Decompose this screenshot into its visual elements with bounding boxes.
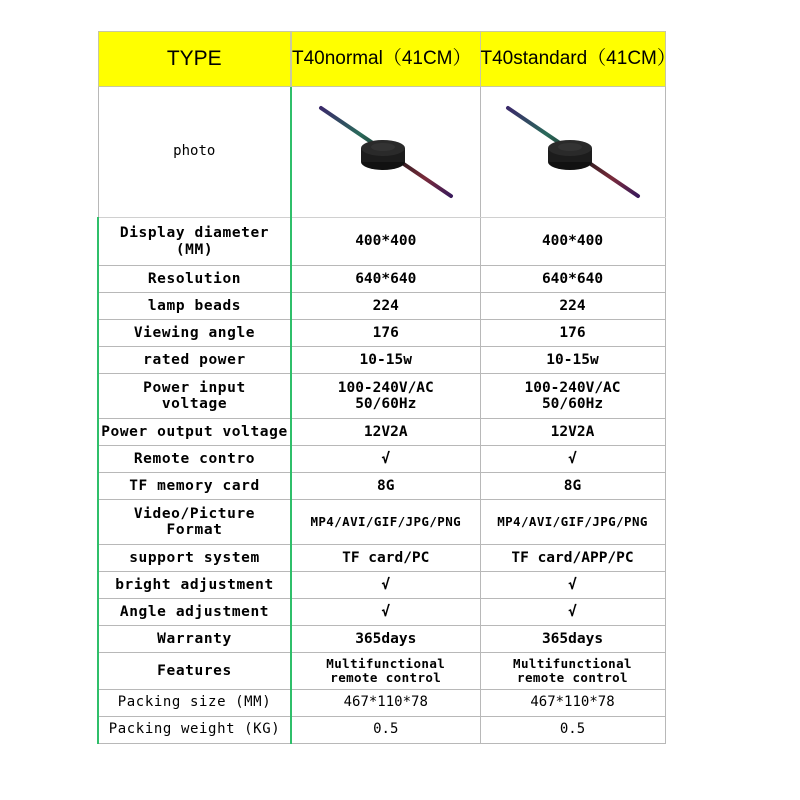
spec-row xyxy=(98,690,665,717)
hologram-fan-icon xyxy=(311,102,461,202)
spec-label: Power input voltage xyxy=(98,374,291,419)
spec-value-model2: √ xyxy=(480,446,665,473)
spec-value-model2: TF card/APP/PC xyxy=(480,545,665,572)
model2-header: T40standard（41CM） xyxy=(480,32,665,87)
header-row xyxy=(98,32,665,87)
spec-row xyxy=(98,293,665,320)
spec-value-model2: √ xyxy=(480,572,665,599)
spec-label: bright adjustment xyxy=(98,572,291,599)
spec-label: Viewing angle xyxy=(98,320,291,347)
spec-value-model2: 365days xyxy=(480,626,665,653)
spec-value-model1: 8G xyxy=(291,473,480,500)
spec-row xyxy=(98,446,665,473)
spec-row xyxy=(98,545,665,572)
spec-value-model1: 400*400 xyxy=(291,218,480,266)
spec-label: TF memory card xyxy=(98,473,291,500)
spec-value-model2: Multifunctional remote control xyxy=(480,653,665,690)
photo-label: photo xyxy=(98,87,291,218)
spec-table xyxy=(97,31,676,744)
spec-value-model2: 400*400 xyxy=(480,218,665,266)
spec-value-model2: 8G xyxy=(480,473,665,500)
spec-label: support system xyxy=(98,545,291,572)
spec-value-model2: 640*640 xyxy=(480,266,665,293)
spec-label: Power output voltage xyxy=(98,419,291,446)
spec-row xyxy=(98,500,665,545)
product-photo-2 xyxy=(480,87,665,218)
spec-value-model1: √ xyxy=(291,572,480,599)
spec-value-model1: 10-15w xyxy=(291,347,480,374)
spec-label: Packing size (MM) xyxy=(98,690,291,717)
spec-value-model1: 224 xyxy=(291,293,480,320)
spec-value-model2: √ xyxy=(480,599,665,626)
spec-label: rated power xyxy=(98,347,291,374)
spec-value-model2: 10-15w xyxy=(480,347,665,374)
spec-value-model1: √ xyxy=(291,446,480,473)
spec-label: Remote contro xyxy=(98,446,291,473)
spec-label: Display diameter (MM) xyxy=(98,218,291,266)
spec-label: Packing weight (KG) xyxy=(98,717,291,744)
spec-row xyxy=(98,266,665,293)
spec-row xyxy=(98,419,665,446)
spec-value-model1: TF card/PC xyxy=(291,545,480,572)
spec-label: Warranty xyxy=(98,626,291,653)
spec-row xyxy=(98,347,665,374)
photo-row xyxy=(98,87,665,218)
spec-label: Video/Picture Format xyxy=(98,500,291,545)
spec-value-model1: Multifunctional remote control xyxy=(291,653,480,690)
spec-row xyxy=(98,218,665,266)
spec-row xyxy=(98,626,665,653)
spec-row xyxy=(98,374,665,419)
spec-label: Resolution xyxy=(98,266,291,293)
spec-label: lamp beads xyxy=(98,293,291,320)
spec-row xyxy=(98,320,665,347)
spec-value-model2: MP4/AVI/GIF/JPG/PNG xyxy=(480,500,665,545)
spec-value-model1: 0.5 xyxy=(291,717,480,744)
spec-value-model2: 0.5 xyxy=(480,717,665,744)
spec-value-model2: 100-240V/AC 50/60Hz xyxy=(480,374,665,419)
product-photo-1 xyxy=(291,87,480,218)
spec-value-model1: MP4/AVI/GIF/JPG/PNG xyxy=(291,500,480,545)
spec-value-model1: 12V2A xyxy=(291,419,480,446)
spec-row xyxy=(98,572,665,599)
model1-header: T40normal（41CM） xyxy=(291,32,480,87)
spec-value-model2: 224 xyxy=(480,293,665,320)
spec-value-model1: √ xyxy=(291,599,480,626)
spec-value-model1: 100-240V/AC 50/60Hz xyxy=(291,374,480,419)
spec-row xyxy=(98,599,665,626)
spec-value-model1: 365days xyxy=(291,626,480,653)
spec-value-model2: 176 xyxy=(480,320,665,347)
spec-row xyxy=(98,653,665,690)
hologram-fan-icon xyxy=(498,102,648,202)
spec-value-model1: 640*640 xyxy=(291,266,480,293)
spec-label: Features xyxy=(98,653,291,690)
spec-label: Angle adjustment xyxy=(98,599,291,626)
type-header: TYPE xyxy=(98,32,291,87)
spec-row xyxy=(98,717,665,744)
spec-row xyxy=(98,473,665,500)
spec-value-model1: 176 xyxy=(291,320,480,347)
spec-value-model2: 467*110*78 xyxy=(480,690,665,717)
spec-value-model1: 467*110*78 xyxy=(291,690,480,717)
spec-value-model2: 12V2A xyxy=(480,419,665,446)
spec-sheet xyxy=(97,31,676,738)
